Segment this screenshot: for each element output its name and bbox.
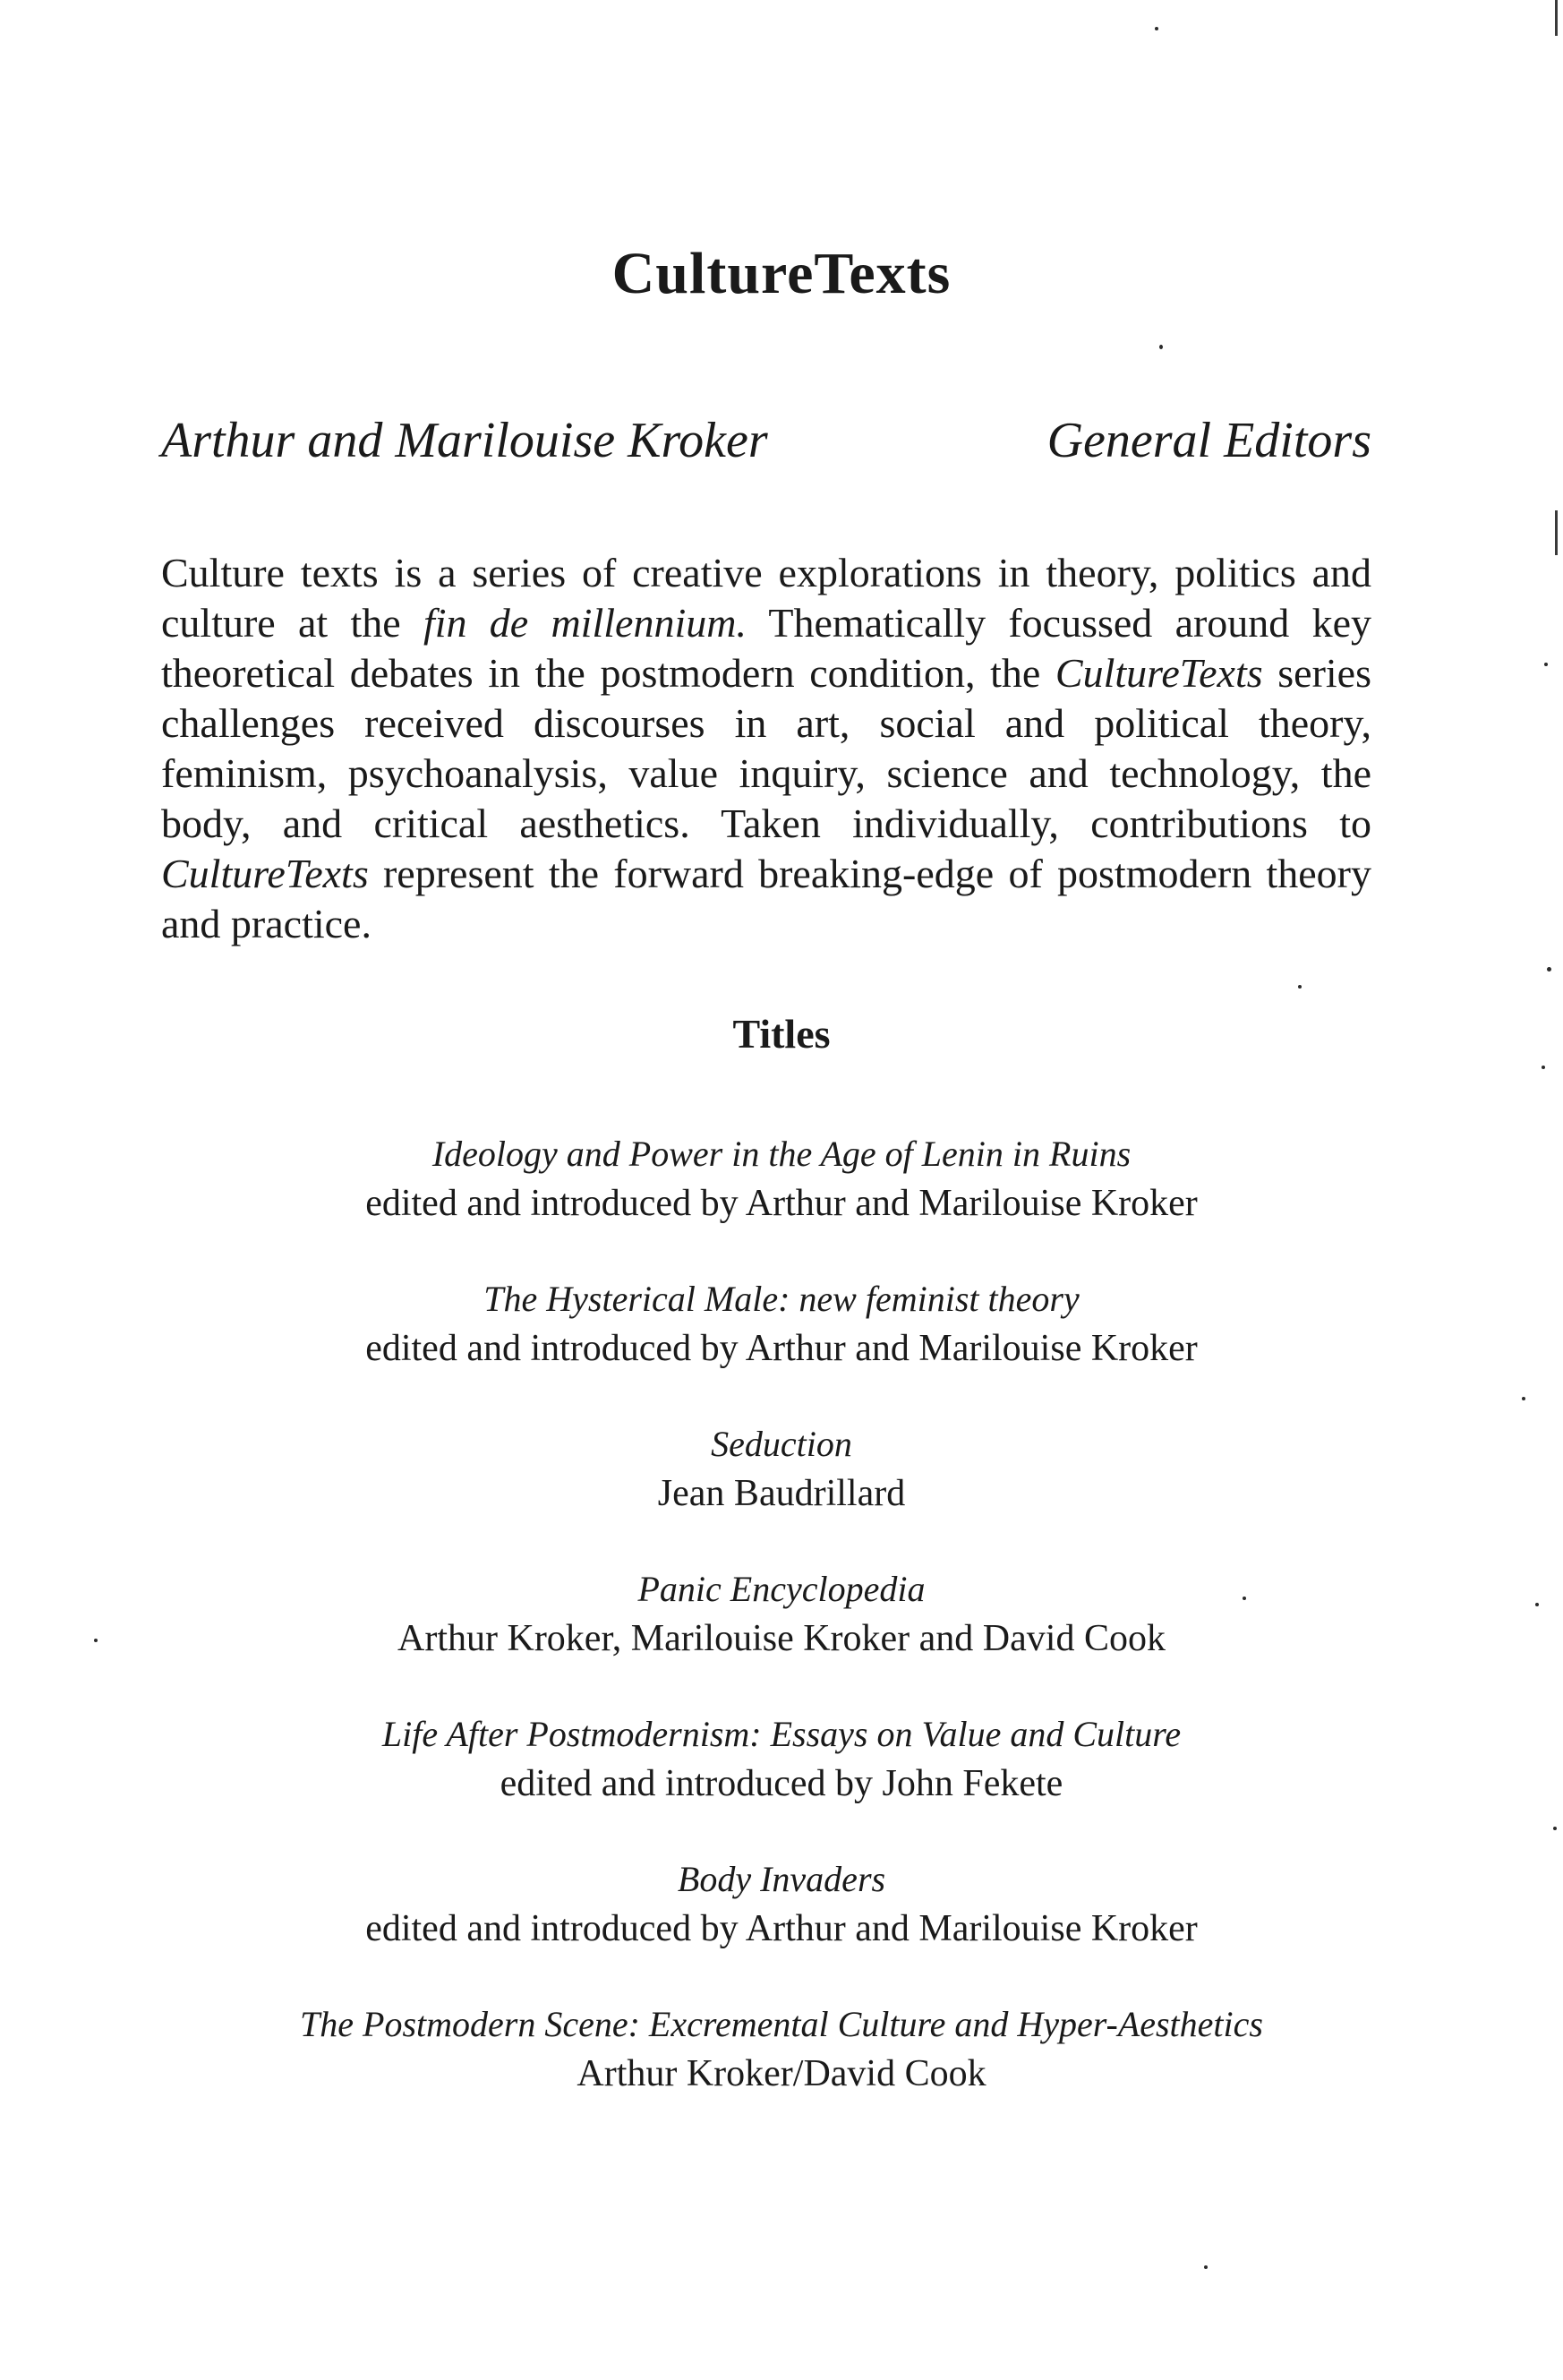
book-credit: edited and introduced by Arthur and Marilouise Kroker (365, 1183, 1198, 1224)
title-entry (0, 1420, 1563, 1519)
scan-speck (1542, 1066, 1545, 1069)
book-title: Body Invaders (677, 1859, 886, 1899)
description-part-3: series challenges received discourses in art, social and political theory, feminism, psychoanalysis, value inquiry, science and technology, the body, and critical aesthetics. Taken individually, contributions to (161, 650, 1371, 846)
scan-speck (1204, 2265, 1208, 2269)
titles-list (0, 1130, 1563, 2145)
book-title: The Postmodern Scene: Excremental Culture and Hyper-Aesthetics (300, 2004, 1263, 2044)
title-entry (0, 1710, 1563, 1809)
book-title: Seduction (711, 1424, 852, 1464)
scan-speck (1298, 985, 1302, 989)
scan-edge-line (1555, 510, 1558, 555)
book-title: Panic Encyclopedia (637, 1569, 926, 1609)
description-part-1: Culture texts is a series of creative explorations in theory, politics and culture at the (161, 550, 1371, 646)
book-credit: edited and introduced by Arthur and Marilouise Kroker (365, 1908, 1198, 1949)
title-entry (0, 1130, 1563, 1229)
scan-edge-line (1555, 0, 1558, 36)
book-credit: Arthur Kroker, Marilouise Kroker and David Cook (397, 1618, 1166, 1659)
book-credit: edited and introduced by John Fekete (500, 1763, 1063, 1804)
title-entry (0, 1855, 1563, 1954)
scan-speck (1243, 1597, 1246, 1600)
book-title: The Hysterical Male: new feminist theory (483, 1279, 1080, 1319)
scan-speck (1159, 345, 1163, 349)
book-title: Ideology and Power in the Age of Lenin in Ruins (431, 1134, 1132, 1174)
book-credit: Arthur Kroker/David Cook (577, 2053, 986, 2094)
description-series-name: CultureTexts (1055, 650, 1263, 696)
series-title: CultureTexts (611, 241, 952, 306)
title-entry (0, 1565, 1563, 1664)
scan-speck (94, 1639, 98, 1642)
scan-speck (1522, 1397, 1525, 1400)
book-credit: edited and introduced by Arthur and Marilouise Kroker (365, 1328, 1198, 1369)
description-fin-de-millennium: fin de millennium. (423, 600, 747, 646)
scan-speck (1155, 27, 1158, 30)
titles-heading: Titles (732, 1011, 831, 1057)
scan-speck (1547, 967, 1551, 972)
description-series-name: CultureTexts (161, 851, 369, 896)
book-title: Life After Postmodernism: Essays on Value and Culture (381, 1714, 1182, 1754)
scan-speck (1553, 1827, 1557, 1830)
title-entry (0, 1275, 1563, 1374)
scan-speck (1544, 663, 1548, 666)
editors-names: Arthur and Marilouise Kroker (161, 413, 768, 468)
series-description (161, 548, 1371, 949)
description-part-2: Thematically focussed around key theoretical debates in the postmodern condition, the (161, 600, 1371, 696)
scan-speck (1535, 1603, 1539, 1606)
editors-role: General Editors (1046, 413, 1371, 468)
title-entry (0, 2000, 1563, 2099)
description-part-4: represent the forward breaking-edge of postmodern theory and practice. (161, 851, 1371, 946)
book-credit: Jean Baudrillard (657, 1473, 906, 1514)
